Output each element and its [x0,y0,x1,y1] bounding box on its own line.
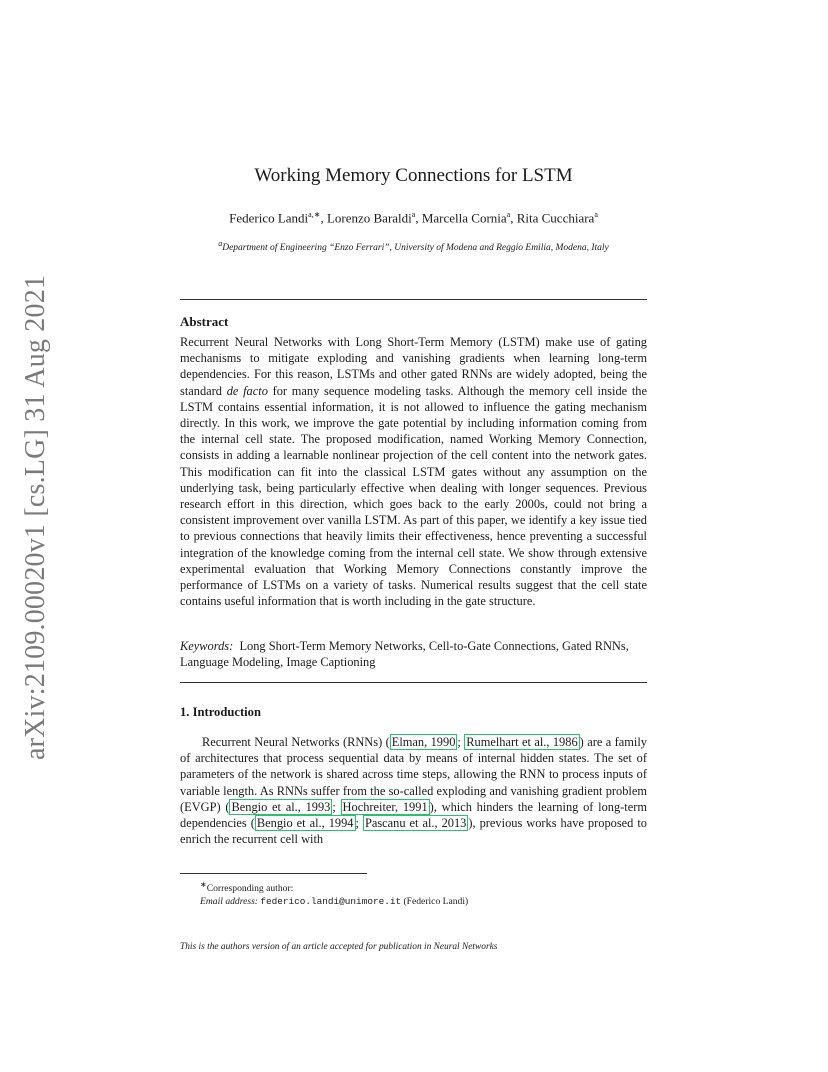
intro-text: Recurrent Neural Networks (RNNs) ( [202,735,390,749]
keywords-text: Long Short-Term Memory Networks, Cell-to-Gate Connections, Gated RNNs, Language Modeling, Image Captioning [180,639,629,670]
keywords [180,638,647,670]
author-name: Marcella Cornia [421,210,507,226]
intro-text: ; [457,735,465,749]
author-separator: , [510,210,517,226]
affiliation-mark: a [218,239,223,248]
introduction-paragraph [180,734,647,847]
intro-text: ), which hinders the learning of long-term dependencies ( [180,799,647,831]
email-address[interactable]: federico.landi@unimore.it [260,896,402,908]
author-name: Lorenzo Baraldi [326,210,412,226]
arxiv-identifier: arXiv:2109.00020v1 [cs.LG] 31 Aug 2021 [20,274,51,760]
keywords-label: Keywords: [180,639,234,653]
author-separator: , [415,210,422,226]
section-heading-introduction: 1. Introduction [180,705,261,719]
citation-link[interactable]: Rumelhart et al., 1986 [466,735,578,749]
abstract-part: Recurrent Neural Networks with Long Short-Term Memory (LSTM) make use of gating mechanisms to mitigate exploding and vanishing gradients when learning long-term dependencies. For this reason, LSTMs and other gated RNNs are widely adopted, being the standard [180,335,647,398]
intro-text: ), previous works have proposed to enrich the recurrent cell with [180,816,647,847]
intro-text: ; [332,799,341,814]
abstract-heading: Abstract [180,314,229,329]
footnote-corresponding-text: Corresponding author: [206,883,294,895]
citation-link[interactable]: Hochreiter, 1991 [342,799,428,814]
author-name: Federico Landi [229,210,309,226]
footnote-rule [180,873,367,874]
author-affiliation-mark: a [411,210,416,219]
intro-text: ) are a family of architectures that process sequential data by means of internal hidden states. The set of parameters of the network is shared across time steps, allowing the RNN to process inputs of variable length. As RNNs suffer from the so-called exploding and vanishing gradient problem (EVGP) ( [180,735,647,814]
footnote-email [200,895,647,908]
abstract-part: for many sequence modeling tasks. Although the memory cell inside the LSTM contains essential information, it is not allowed to influence the gating mechanism directly. In this work, we improve the gate potential by including information coming from the internal cell state. The proposed modification, named Working Memory Connection, consists in adding a learnable nonlinear projection of the cell content into the network gates. This modification can fit into the classical LSTM gates without any assumption on the underlying task, being particularly effective when dealing with longer sequences. Previous research effort in this direction, which goes back to the early 2000s, could not bring a consistent improvement over vanilla LSTM. As part of this paper, we identify a key issue tied to previous connections that heavily limits their effectiveness, hence preventing a successful integration of the knowledge coming from the internal cell state. We show through extensive experimental evaluation that Working Memory Connections constantly improve the performance of LSTMs on a variety of tasks. Numerical results suggest that the cell state contains useful information that is worth including in the gate structure. [180,383,647,609]
abstract-emphasis: de facto [226,383,268,398]
author-affiliation-mark: a [594,210,598,219]
citation-link[interactable]: Pascanu et al., 2013 [364,816,467,831]
footnote-mark: ∗ [200,880,207,889]
email-owner: (Federico Landi) [401,896,469,908]
footnote-corresponding [200,878,647,895]
affiliation-text: Department of Engineering “Enzo Ferrari”, University of Modena and Reggio Emilia, Modena, Italy [222,243,609,254]
abstract-text [180,334,647,609]
author-list [180,210,647,226]
email-label: Email address: [200,896,259,908]
author-affiliation-mark: a,∗ [308,210,321,219]
affiliation [150,239,677,253]
abstract-bottom-rule [180,682,647,683]
citation-link[interactable]: Bengio et al., 1994 [256,816,354,831]
abstract-top-rule [180,299,647,300]
author-name: Rita Cucchiara [516,210,595,226]
footnote [200,878,647,908]
citation-link[interactable]: Elman, 1990 [391,735,456,749]
intro-text: ; [355,816,363,831]
author-separator: , [320,210,327,226]
publication-note: This is the authors version of an article accepted for publication in Neural Networks [180,942,498,952]
citation-link[interactable]: Bengio et al., 1993 [231,799,331,814]
paper-title: Working Memory Connections for LSTM [254,165,573,186]
author-affiliation-mark: a [506,210,511,219]
